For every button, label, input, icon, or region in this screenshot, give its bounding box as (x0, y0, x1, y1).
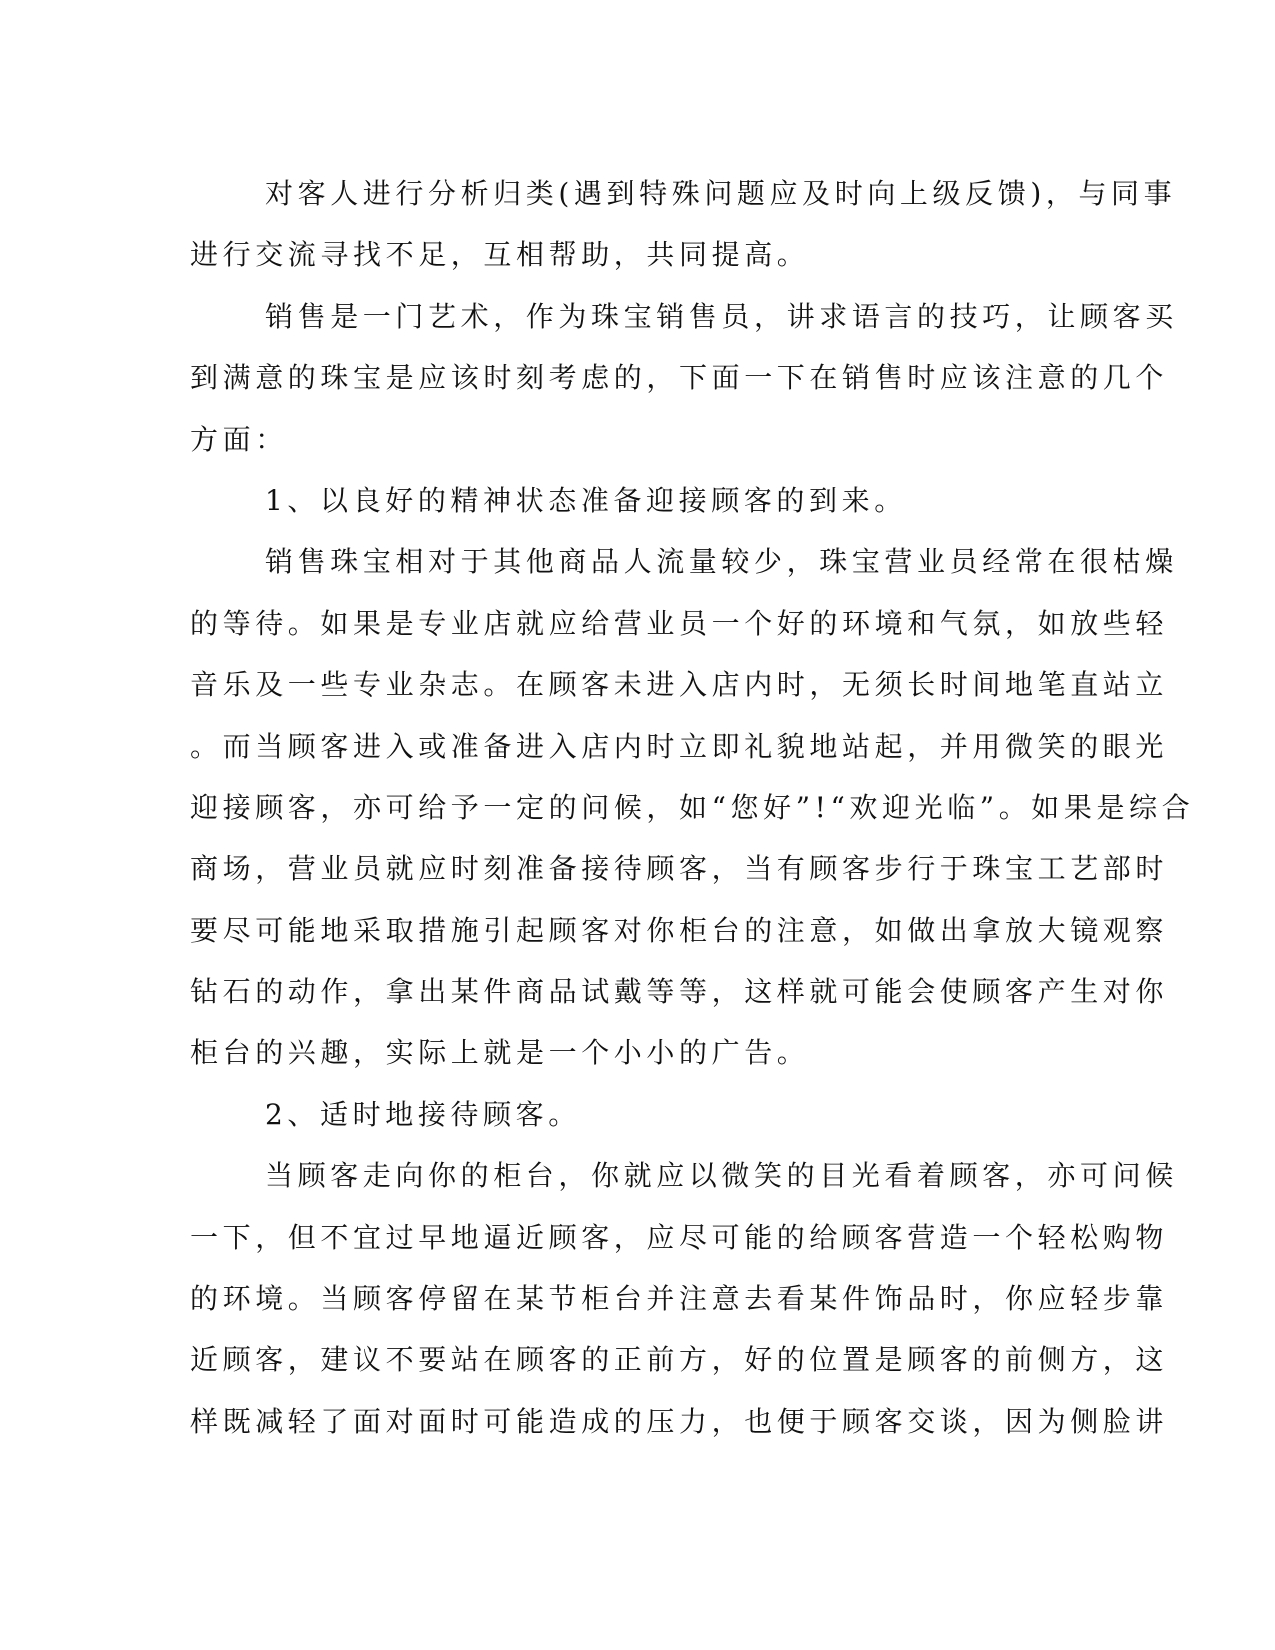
text-line: 商场，营业员就应时刻准备接待顾客，当有顾客步行于珠宝工艺部时 (190, 852, 1169, 886)
text-line: 要尽可能地采取措施引起顾客对你柜台的注意，如做出拿放大镜观察 (190, 913, 1169, 947)
text-line: 钻石的动作，拿出某件商品试戴等等，这样就可能会使顾客产生对你 (190, 975, 1169, 1009)
paragraph-first-line: 对客人进行分析归类(遇到特殊问题应及时向上级反馈)，与同事 (265, 177, 1177, 210)
text-line: 到满意的珠宝是应该时刻考虑的，下面一下在销售时应该注意的几个 (190, 361, 1169, 395)
document-body (190, 163, 1195, 1452)
paragraph-first-line: 销售是一门艺术，作为珠宝销售员，讲求语言的技巧，让顾客买 (265, 299, 1178, 333)
text-line: 近顾客，建议不要站在顾客的正前方，好的位置是顾客的前侧方，这 (190, 1343, 1169, 1377)
text-line: 柜台的兴趣，实际上就是一个小小的广告。 (190, 1036, 810, 1070)
paragraph-first-line: 销售珠宝相对于其他商品人流量较少，珠宝营业员经常在很枯燥 (265, 545, 1178, 579)
text-line: 样既减轻了面对面时可能造成的压力，也便于顾客交谈，因为侧脸讲 (190, 1404, 1169, 1438)
text-line: 进行交流寻找不足，互相帮助，共同提高。 (190, 238, 810, 272)
text-line: 一下，但不宜过早地逼近顾客，应尽可能的给顾客营造一个轻松购物 (190, 1220, 1169, 1254)
paragraph-first-line: 当顾客走向你的柜台，你就应以微笑的目光看着顾客，亦可问候 (265, 1159, 1178, 1193)
text-line: 的环境。当顾客停留在某节柜台并注意去看某件饰品时，你应轻步靠 (190, 1282, 1169, 1316)
text-line: 。而当顾客进入或准备进入店内时立即礼貌地站起，并用微笑的眼光 (190, 729, 1169, 763)
text-line: 方面： (190, 422, 288, 456)
paragraph-first-line: 2、适时地接待顾客。 (265, 1097, 581, 1131)
paragraph-first-line: 1、以良好的精神状态准备迎接顾客的到来。 (265, 483, 907, 517)
text-line: 音乐及一些专业杂志。在顾客未进入店内时，无须长时间地笔直站立 (190, 668, 1169, 702)
text-line: 的等待。如果是专业店就应给营业员一个好的环境和气氛，如放些轻 (190, 606, 1169, 640)
text-line: 迎接顾客，亦可给予一定的问候，如“您好”!“欢迎光临”。如果是综合 (190, 790, 1195, 824)
